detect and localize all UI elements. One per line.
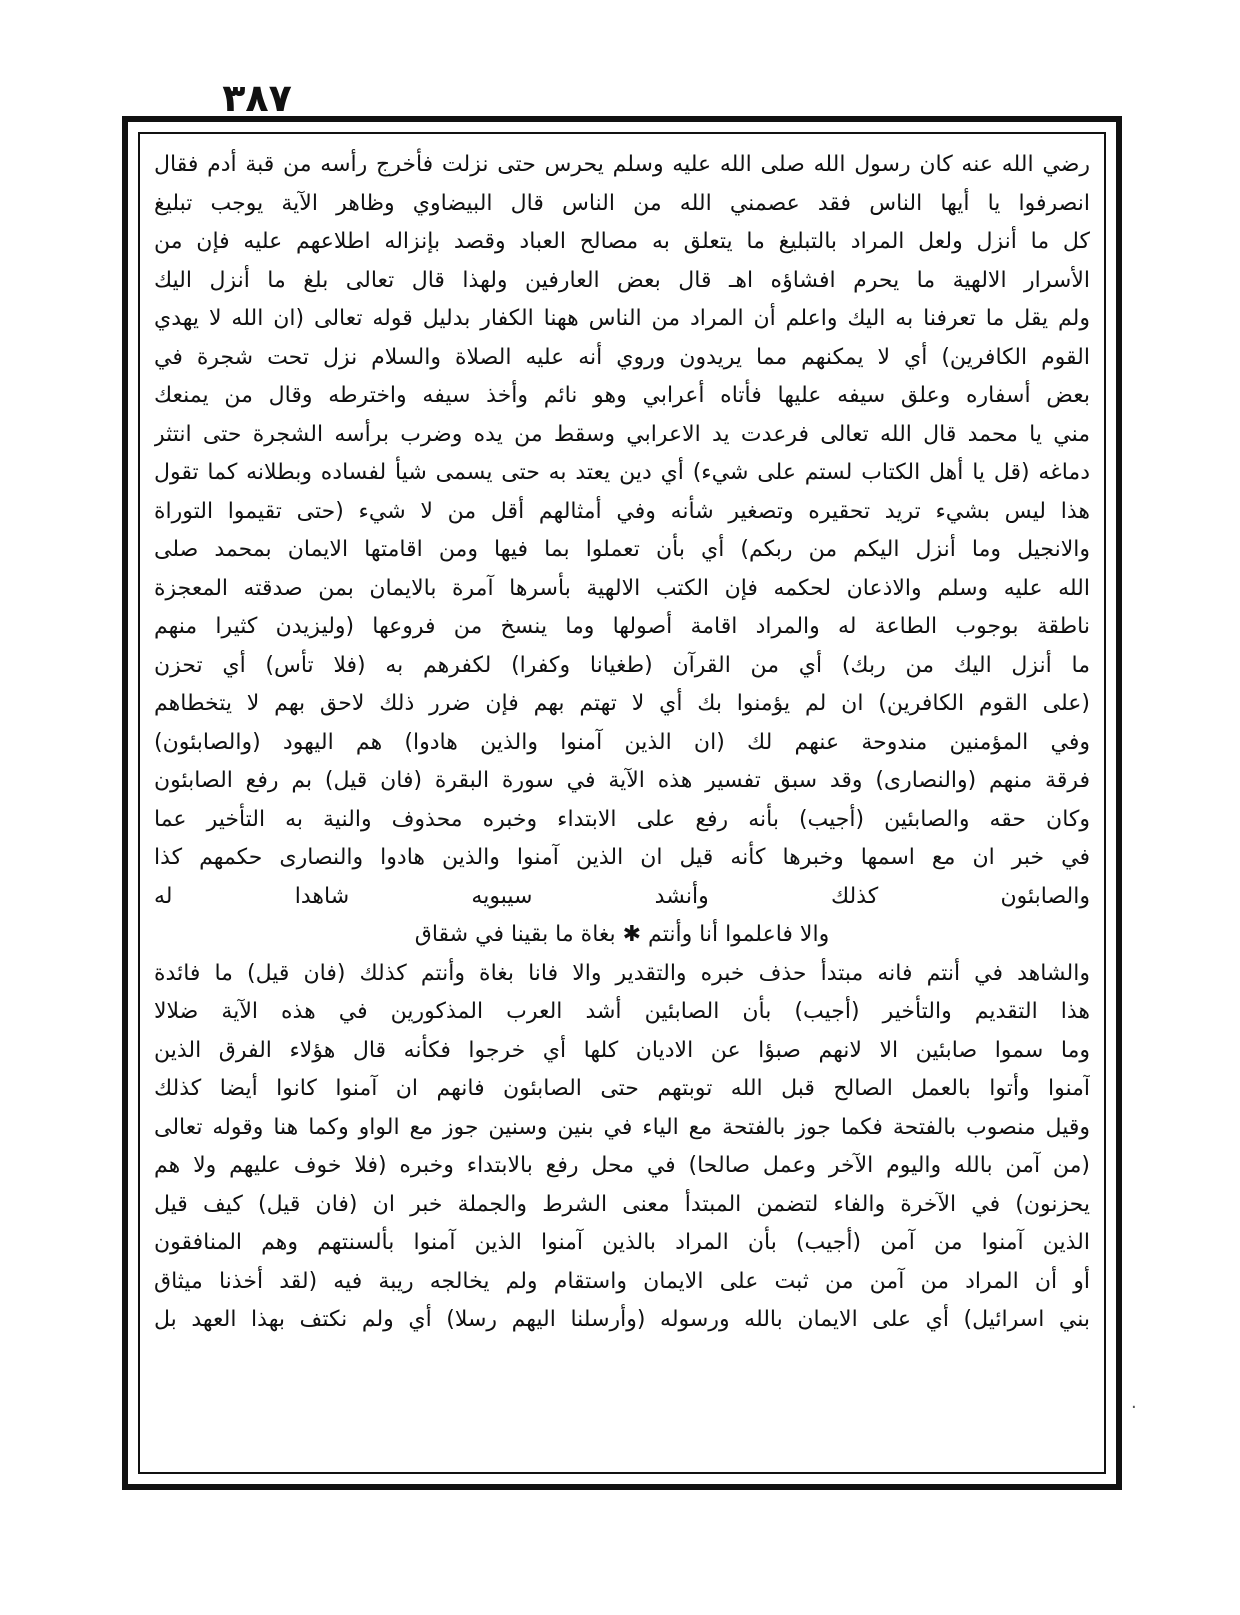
- margin-mark: ·: [1131, 1397, 1137, 1418]
- text-line: وما سموا صابئين الا لانهم صبؤا عن الاديان كلها أي خرجوا فكأنه قال هؤلاء الفرق الذين: [154, 1037, 1090, 1063]
- text-line: ولم يقل ما تعرفنا به اليك واعلم أن المراد من الناس ههنا الكفار بدليل قوله تعالى (ان الله لا يهدي: [154, 306, 1090, 331]
- text-line: وكان حقه والصابئين (أجيب) بأنه رفع على الابتداء وخبره محذوف والنية به التأخير عما: [154, 806, 1090, 832]
- text-line: والصابئون كذلك وأنشد سيبويه شاهدا له: [154, 883, 1090, 909]
- text-line: في خبر ان مع اسمها وخبرها كأنه قيل ان الذين آمنوا والذين هادوا والنصارى حكمهم كذا: [154, 845, 1090, 870]
- verse-line: والا فاعلموا أنا وأنتم ✱ بغاة ما بقينا في شقاق: [414, 922, 830, 947]
- text-line: دماغه (قل يا أهل الكتاب لستم على شيء) أي دين يعتد به حتى يسمى شيأ لفساده وبطلانه كما تقول: [154, 460, 1090, 485]
- text-line: (من آمن بالله واليوم الآخر وعمل صالحا) في محل رفع بالابتداء وخبره (فلا خوف عليهم ولا هم: [154, 1153, 1090, 1178]
- text-line: يحزنون) في الآخرة والفاء لتضمن المبتدأ معنى الشرط والجملة خبر ان (فان قيل) كيف قيل: [154, 1191, 1090, 1217]
- page-number: ٣٨٧: [222, 76, 292, 120]
- text-line: هذا التقديم والتأخير (أجيب) بأن الصابئين أشد العرب المذكورين في هذه الآية ضلالا: [154, 999, 1090, 1024]
- page-border-inner: [138, 132, 1106, 1474]
- text-line: وفي المؤمنين مندوحة عنهم لك (ان الذين آمنوا والذين هادوا) هم اليهود (والصابئون): [154, 729, 1090, 755]
- text-line: مني يا محمد قال الله تعالى فرعدت يد الاعرابي وسقط من يده وضرب برأسه الشجرة حتى انتثر: [154, 421, 1090, 447]
- text-line: الذين آمنوا من آمن (أجيب) بأن المراد بالذين آمنوا الذين آمنوا بألسنتهم وهم المنافقون: [154, 1230, 1090, 1255]
- text-line: الله عليه وسلم والاذعان لحكمه فإن الكتب الالهية بأسرها آمرة بالايمان بمن صدقته المعجزة: [154, 575, 1090, 601]
- body-text: [154, 146, 1090, 1460]
- text-line: القوم الكافرين) أي لا يمكنهم مما يريدون وروي أنه عليه الصلاة والسلام نزل تحت شجرة في: [154, 344, 1090, 370]
- text-line: كل ما أنزل ولعل المراد بالتبليغ ما يتعلق به مصالح العباد وقصد بإنزاله اطلاعهم عليه فإن من: [154, 229, 1090, 254]
- text-line: آمنوا وأتوا بالعمل الصالح قبل الله توبتهم حتى الصابئون فانهم ان آمنوا كانوا أيضا كذلك: [154, 1076, 1090, 1101]
- text-line: انصرفوا يا أيها الناس فقد عصمني الله من الناس قال البيضاوي وظاهر الآية يوجب تبليغ: [154, 190, 1090, 216]
- text-line: الأسرار الالهية ما يحرم افشاؤه اهـ قال بعض العارفين ولهذا قال تعالى بلغ ما أنزل اليك: [154, 267, 1090, 293]
- text-line: أو أن المراد من آمن من ثبت على الايمان واستقام ولم يخالجه ريبة فيه (لقد أخذنا ميثاق: [154, 1268, 1090, 1294]
- page-border-outer: [122, 116, 1122, 1490]
- text-line: هذا ليس بشيء تريد تحقيره وتصغير شأنه وفي أمثالهم أقل من لا شيء (حتى تقيموا التوراة: [154, 498, 1090, 524]
- text-line: بعض أسفاره وعلق سيفه عليها فأتاه أعرابي وهو نائم وأخذ سيفه واخترطه وقال من يمنعك: [154, 383, 1090, 408]
- text-line: والشاهد في أنتم فانه مبتدأ حذف خبره والتقدير والا فانا بغاة وأنتم كذلك (فان قيل) ما فائدة: [154, 960, 1090, 986]
- text-line: ما أنزل اليك من ربك) أي من القرآن (طغيانا وكفرا) لكفرهم به (فلا تأس) أي تحزن: [154, 652, 1090, 678]
- text-line: (على القوم الكافرين) ان لم يؤمنوا بك أي لا تهتم بهم فإن ضرر ذلك لاحق بهم لا يتخطاهم: [154, 691, 1090, 716]
- text-line: بني اسرائيل) أي على الايمان بالله ورسوله (وأرسلنا اليهم رسلا) أي ولم نكتف بهذا العهد بل: [154, 1307, 1090, 1332]
- text-line: وقيل منصوب بالفتحة فكما جوز بالفتحة مع الياء في بنين وسنين جوز مع الواو وكما هنا وقوله تعالى: [154, 1114, 1090, 1140]
- text-line: فرقة منهم (والنصارى) وقد سبق تفسير هذه الآية في سورة البقرة (فان قيل) بم رفع الصابئون: [154, 768, 1090, 793]
- text-line: رضي الله عنه كان رسول الله صلى الله عليه وسلم يحرس حتى نزلت فأخرج رأسه من قبة أدم فقال: [154, 152, 1090, 177]
- text-line: والانجيل وما أنزل اليكم من ربكم) أي بأن تعملوا بما فيها ومن اقامتها الايمان بمحمد صلى: [154, 537, 1090, 562]
- text-line: ناطقة بوجوب الطاعة له والمراد اقامة أصولها وما ينسخ من فروعها (وليزيدن كثيرا منهم: [154, 614, 1090, 639]
